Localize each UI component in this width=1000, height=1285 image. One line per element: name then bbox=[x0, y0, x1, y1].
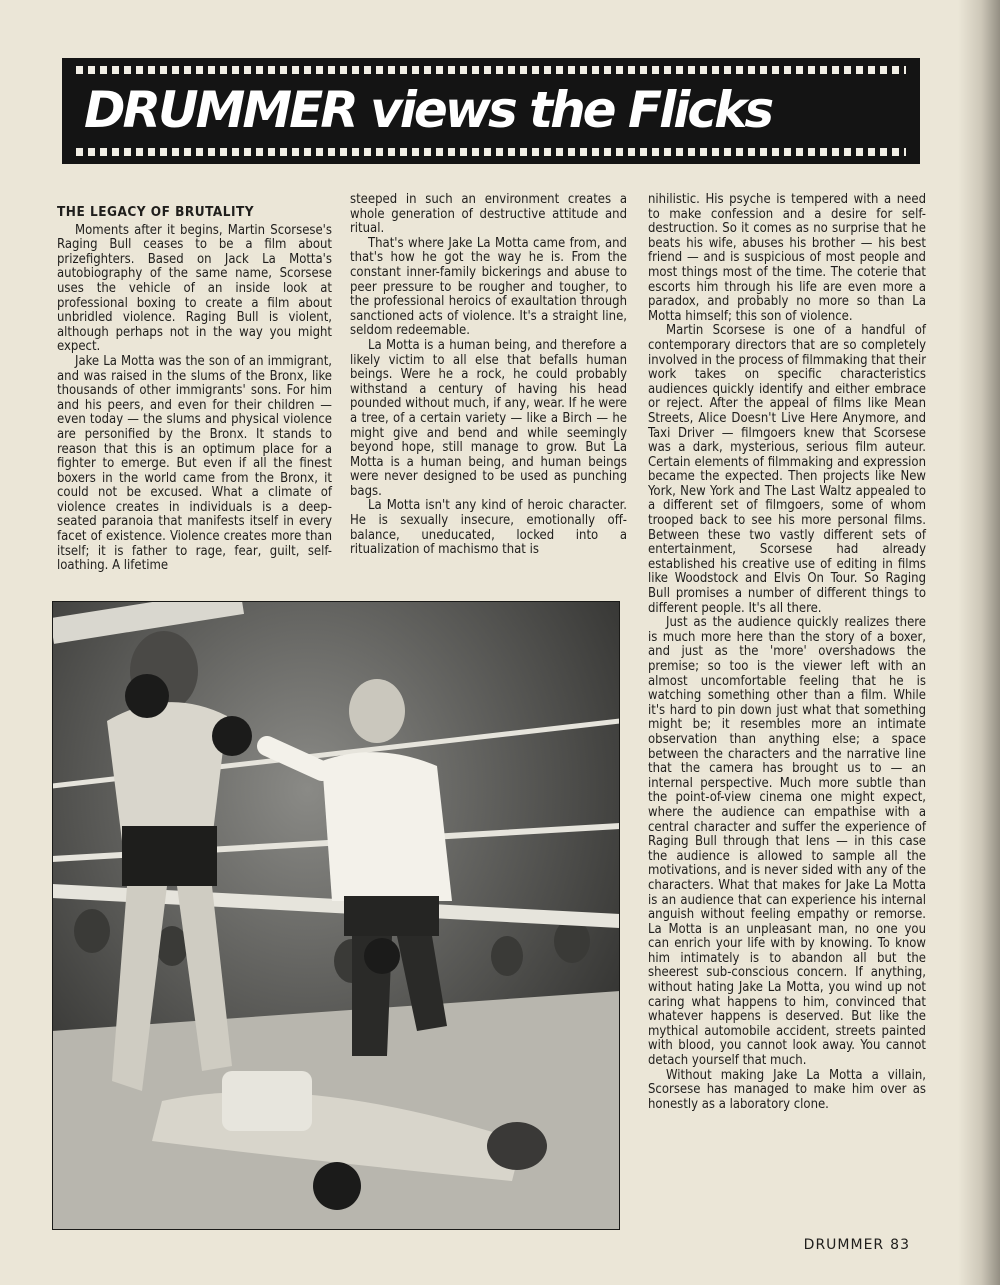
binding-shadow bbox=[958, 0, 1000, 1285]
page-footer bbox=[798, 1237, 910, 1253]
paragraph: Martin Scorsese is one of a handful of contemporary directors that are so completely involved in the process of filmmaking that their work takes on specific characteristics audiences quickly identify and either embrace or reject. After the appeal of films like Mean Streets, Alice Doesn't Live Here Anymore, and Taxi Driver — filmgoers knew that Scorsese was a dark, mysterious, serious film auteur. Certain elements of filmmaking and expression became the expected. Then projects like New York, New York and The Last Waltz appealed to a different set of filmgoers, some of whom trooped back to see his more personal films. Between these two vastly different sets of entertainment, Scorsese had already established his creative use of editing in films like Woodstock and Elvis On Tour. So Raging Bull promises a number of different things to different people. It's all there. bbox=[648, 323, 927, 616]
paragraph: Without making Jake La Motta a villain, Scorsese has managed to make him over as honestly as a laboratory clone. bbox=[648, 1067, 926, 1112]
paragraph: That's where Jake La Motta came from, and that's how he got the way he is. From the constant inner-family bickerings and abuse to peer pressure to be rougher and tougher, to the professional heroics of exaultation through sanctioned acts of violence. It's a straight line, seldom redeemable. bbox=[350, 235, 627, 339]
paragraph: nihilistic. His psyche is tempered with a need to make confession and a desire for self-destruction. So it comes as no surprise that he beats his wife, abuses his brother — his best friend — and is suspicious of most people and most things most of the time. The coterie that escorts him through his life are even more a paradox, and probably no more so than La Motta himself; this son of violence. bbox=[648, 192, 926, 324]
paragraph: Jake La Motta was the son of an immigrant, and was raised in the slums of the Bronx, like thousands of other immigrants' sons. For him and his peers, and even for their children — even today — the slums and physical violence are personified by the Bronx. It stands to reason that this is an optimum place for a fighter to emerge. But even if all the finest boxers in the world came from the Bronx, it could not be excused. What a climate of violence creates in individuals is a deep-seated paranoia that manifests itself in every facet of existence. Violence creates more than itself; it is father to rage, fear, guilt, self-loathing. A lifetime bbox=[57, 353, 332, 574]
film-sprockets-top bbox=[76, 66, 906, 74]
paragraph: Moments after it begins, Martin Scorsese's Raging Bull ceases to be a film about prizefighters. Based on Jack La Motta's autobiography of the same name, Scorsese uses the vehicle of an inside look at professional boxing to create a film about unbridled violence. Raging Bull is violent, although perhaps not in the way you might expect. bbox=[57, 222, 332, 355]
article-column-1 bbox=[57, 205, 332, 574]
article-column-2 bbox=[350, 193, 627, 558]
title-banner bbox=[62, 58, 920, 164]
film-sprockets-bottom bbox=[76, 148, 906, 156]
paragraph: La Motta isn't any kind of heroic character. He is sexually insecure, emotionally off-balance, uneducated, locked into a ritualization of machismo that is bbox=[350, 498, 627, 558]
article-headline: THE LEGACY OF BRUTALITY bbox=[57, 204, 255, 220]
banner-title: DRUMMER views the Flicks bbox=[84, 81, 772, 139]
paragraph: La Motta is a human being, and therefore a likely victim to all else that befalls human beings. Were he a rock, he could probably withstand a century of having his head pounded without much, if any, wear. If he were a tree, of a certain variety — like a Birch — he might give and bend and while seemingly beyond hope, still manage to grow. But La Motta is a human being, and human beings were never designed to be used as punching bags. bbox=[350, 337, 627, 499]
boxing-scene-illustration bbox=[52, 601, 620, 1230]
page-number: 83 bbox=[890, 1237, 910, 1253]
paragraph: steeped in such an environment creates a whole generation of destructive attitude and ritual. bbox=[350, 192, 627, 237]
article-column-3 bbox=[648, 193, 926, 1112]
magazine-name: DRUMMER bbox=[803, 1237, 885, 1253]
paragraph: Just as the audience quickly realizes there is much more here than the story of a boxer, and just as the 'more' overshadows the premise; so too is the viewer left with an almost uncomfortable feeling that he is watching something other than a film. While it's hard to pin down just what that something might be; it resembles more an intimate observation than anything else; a space between the characters and the narrative line that the camera has brought us to — an internal perspective. Much more subtle than the point-of-view cinema one might expect, where the audience can empathise with a central character and suffer the experience of Raging Bull through that lens — in this case the audience is allowed to sample all the motivations, and is never sided with any of the characters. What that makes for Jake La Motta is an audience that can experience his internal anguish without feeling empathy or remorse. La Motta is an unpleasant man, no one you can enrich your life with by knowing. To know him intimately is to abandon all but the sheerest sub-conscious concern. If anything, without hating Jake La Motta, you wind up not caring what happens to him, convinced that whatever happens is deserved. But like the mythical automobile accident, streets painted with blood, you cannot look away. You cannot detach yourself that much. bbox=[648, 615, 926, 1069]
boxing-photo bbox=[52, 601, 620, 1230]
